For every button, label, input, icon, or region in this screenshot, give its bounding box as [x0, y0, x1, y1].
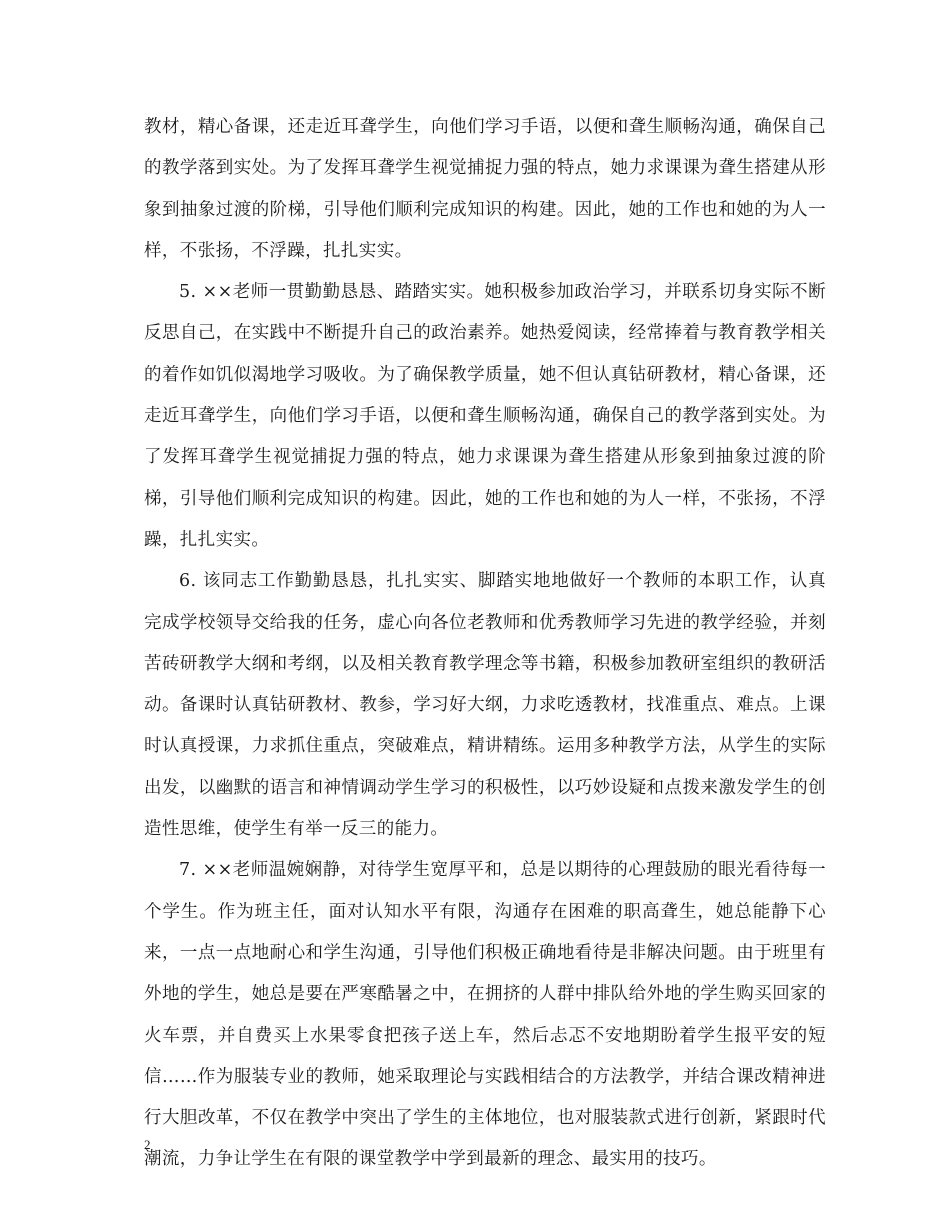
paragraph-item-7: 7. ××老师温婉娴静，对待学生宽厚平和，总是以期待的心理鼓励的眼光看待每一个学生。作为班主任，面对认知水平有限，沟通存在困难的职高聋生，她总能静下心来，一点一点地耐心和学生沟通，引导他们积极正确地看待是非解决问题。由于班里有外地的学生，她总是要在严寒酷暑之中，在拥挤的人群中排队给外地的学生购买回家的火车票，并自费买上水果零食把孩子送上车，然后忐忑不安地期盼着学生报平安的短信……作为服装专业的教师，她采取理论与实践相结合的方法教学，并结合课改精神进行大胆改革，不仅在教学中突出了学生的主体地位，也对服装款式进行创新，紧跟时代潮流，力争让学生在有限的课堂教学中学到最新的理念、最实用的技巧。 — [144, 860, 826, 1170]
paragraph-item-5: 5. ××老师一贯勤勤恳恳、踏踏实实。她积极参加政治学习，并联系切身实际不断反思自己，在实践中不断提升自己的政治素养。她热爱阅读，经常捧着与教育教学相关的着作如饥似渴地学习吸收。为了确保教学质量，她不但认真钻研教材，精心备课，还走近耳聋学生，向他们学习手语，以便和聋生顺畅沟通，确保自己的教学落到实处。为了发挥耳聋学生视觉捕捉力强的特点，她力求课课为聋生搭建从形象到抽象过渡的阶梯，引导他们顺利完成知识的构建。因此，她的工作也和她的为人一样，不张扬，不浮躁，扎扎实实。 — [144, 282, 826, 550]
page-number: 2 — [144, 1137, 151, 1152]
paragraph-item-6: 6. 该同志工作勤勤恳恳，扎扎实实、脚踏实地地做好一个教师的本职工作，认真完成学校领导交给我的任务，虚心向各位老教师和优秀教师学习先进的教学经验，并刻苦砖研教学大纲和考纲，以及相关教育教学理念等书籍，积极参加教研室组织的教研活动。备课时认真钻研教材、教参，学习好大纲，力求吃透教材，找准重点、难点。上课时认真授课，力求抓住重点，突破难点，精讲精练。运用多种教学方法，从学生的实际出发，以幽默的语言和神情调动学生学习的积极性，以巧妙设疑和点拨来激发学生的创造性思维，使学生有举一反三的能力。 — [144, 571, 826, 840]
paragraph-continuation: 教材，精心备课，还走近耳聋学生，向他们学习手语，以便和聋生顺畅沟通，确保自己的教学落到实处。为了发挥耳聋学生视觉捕捉力强的特点，她力求课课为聋生搭建从形象到抽象过渡的阶梯，引导他们顺利完成知识的构建。因此，她的工作也和她的为人一样，不张扬，不浮躁，扎扎实实。 — [144, 117, 826, 261]
document-body — [144, 107, 826, 1181]
